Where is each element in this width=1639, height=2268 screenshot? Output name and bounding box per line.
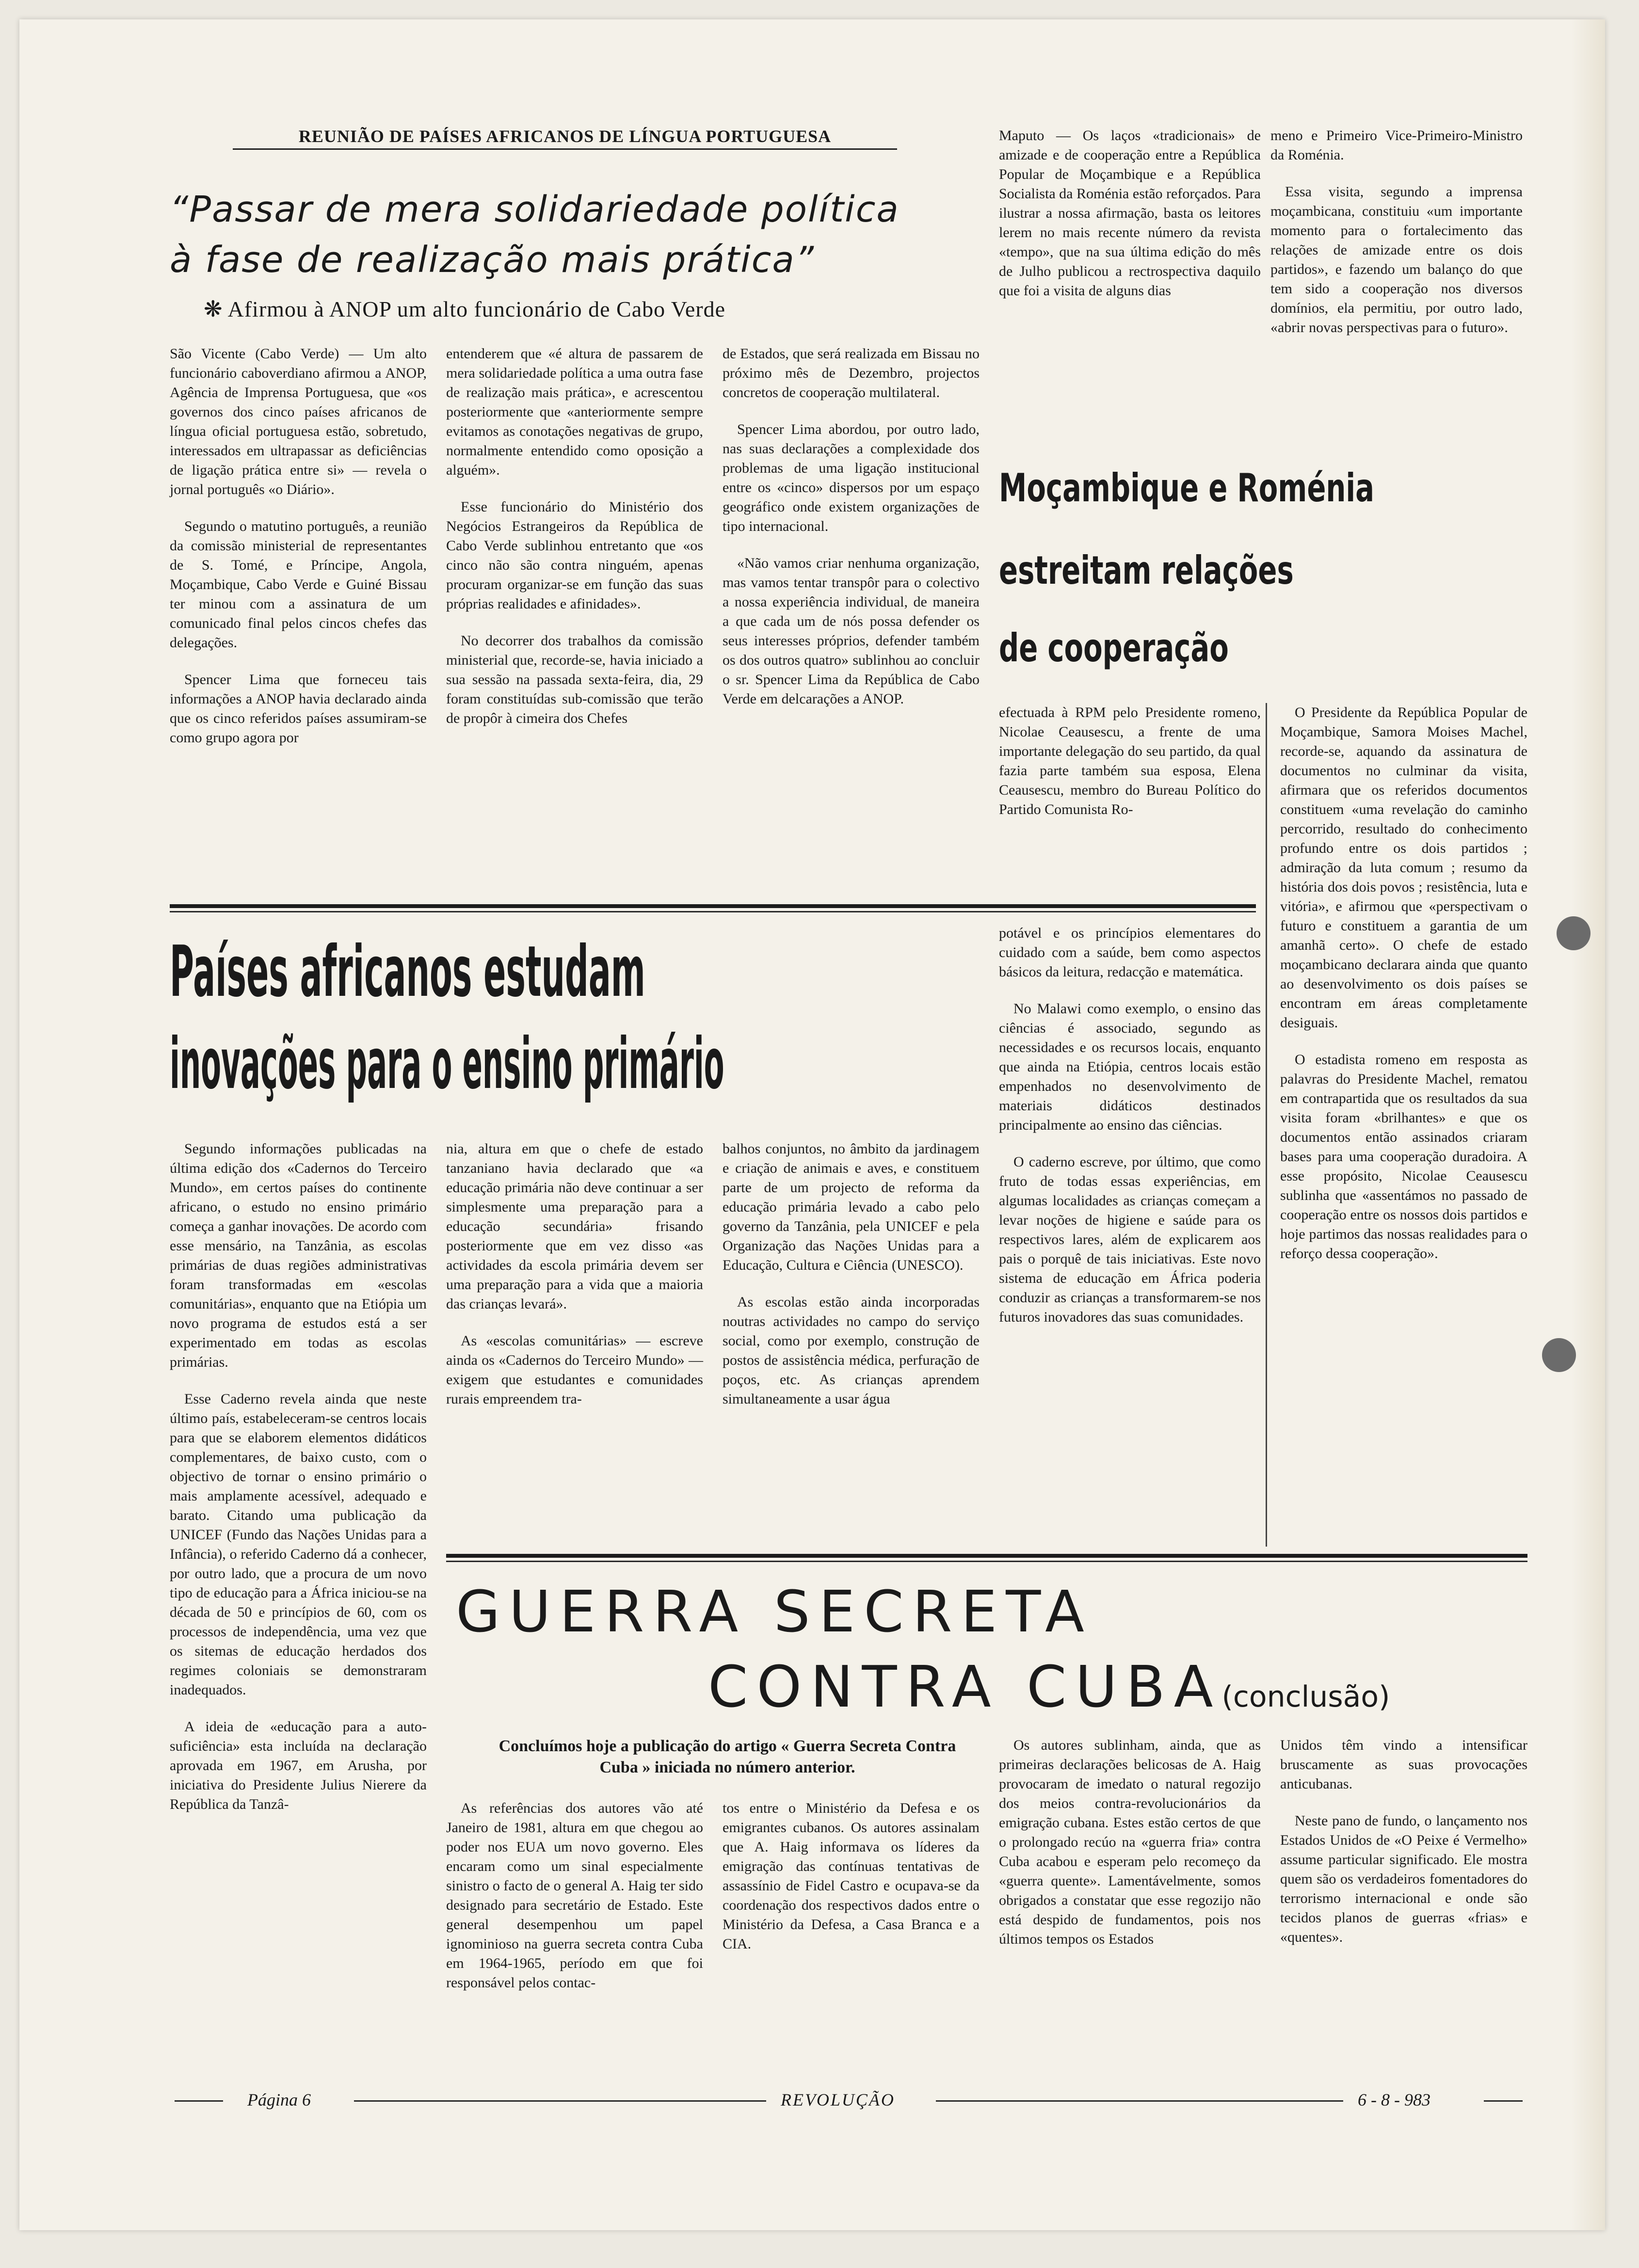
article3-headline-line2: inovações para o ensino primário — [170, 1023, 724, 1105]
article3-col4-p2: No Malawi como exemplo, o ensino das ciências é associado, segundo as necessidades e os recursos locais, enquanto que ainda na Etiópia, centros locais estão empenhados no desenvolvimento de materiais didáticos destinados principalmente ao ensino das ciências. — [999, 1001, 1261, 1133]
article1-col1-p1: São Vicente (Cabo Verde) — Um alto funcionário caboverdiano afirmou a ANOP, Agência de Imprensa Portuguesa, que «os governos dos cinco países africanos de língua oficial portuguesa estão, sobretudo, interessados em ultrapassar as deficiências de ligação prática entre si» — revela o jornal português «o Diário». — [170, 346, 427, 497]
punch-hole — [1542, 1338, 1576, 1372]
article2-col2-p1: meno e Primeiro Vice-Primeiro-Ministro da Roménia. — [1270, 128, 1523, 163]
article1-headline-line1: “Passar de mera solidariedade política — [170, 189, 900, 230]
article3-col3-p1: balhos conjuntos, no âmbito da jardinagem e criação de animais e aves, e constituem parte de um projecto de reforma da educação primária levado a cabo pelo governo da Tanzânia, pela UNICEF e pela Organização das Nações Unidas para a Educação, Cultura e Ciência (UNESCO). — [723, 1141, 980, 1273]
article3-col1-p1: Segundo informações publicadas na última edição dos «Cadernos do Terceiro Mundo», em certos países do continente africano, o estudo no ensino primário começa a ganhar inovações. De acordo com esse mensário, na Tanzânia, as escolas primárias de duas regiões administrativas foram transformadas em «escolas comunitárias», enquanto que na Etiópia um novo programa de estudos está a ser experimentado em todas as escolas primárias. — [170, 1141, 427, 1370]
article3-col3-p2: As escolas estão ainda incorporadas noutras actividades no campo do serviço social, como por exemplo, construção de postos de assistência médica, perfuração de poços, etc. As crianças aprendem simultaneamente a usar água — [723, 1294, 980, 1407]
footer-rule — [1484, 2100, 1523, 2102]
article1-col2-p2: Esse funcionário do Ministério dos Negócios Estrangeiros da República de Cabo Verde sublinhou entretanto que «os cinco não são contra ninguém, apenas procuram organizar-se em função das suas próprias realidades e afinidades». — [446, 499, 703, 612]
article4-intro: Concluímos hoje a publicação do artigo « Guerra Secreta Contra Cuba » iniciada no número anterior. — [498, 1737, 956, 1776]
column-rule — [1266, 703, 1267, 1547]
section-divider — [170, 911, 1256, 912]
article3-col2 — [446, 1139, 703, 1426]
footer-page-label: Página 6 — [247, 2090, 311, 2109]
article1-col2-p3: No decorrer dos trabalhos da comissão ministerial que, recorde-se, havia iniciado a sua sessão na passada sexta-feira, dia, 29 foram constituídas sub-comissão que terão de propôr à cimeira dos Chefes — [446, 633, 703, 726]
section-divider — [446, 1561, 1527, 1562]
article4-headline-suffix: (conclusão) — [1221, 1680, 1390, 1714]
article3-col2-p1: nia, altura em que o chefe de estado tanzaniano havia declarado que «a educação primária não deve continuar a ser simplesmente uma preparação para a educação secundária» frisando posteriormente que em vez disso «as actividades da escola primária devem ser uma preparação para a vida que a maioria das crianças levará». — [446, 1141, 703, 1312]
article3-col1 — [170, 1139, 427, 1832]
article3-headline-line1: Países africanos estudam — [170, 931, 645, 1013]
article4-col3 — [999, 1736, 1261, 1966]
article1-kicker: REUNIÃO DE PAÍSES AFRICANOS DE LÍNGUA PORTUGUESA — [233, 126, 897, 150]
footer-rule — [175, 2100, 223, 2102]
article3-col1-p3: A ideia de «educação para a auto-suficiência» esta incluída na declaração aprovada em 1967, em Arusha, por iniciativa do Presidente Julius Nierere da República da Tanzâ- — [170, 1719, 427, 1812]
article2-col3 — [999, 703, 1261, 837]
article2-col1-p1: Maputo — Os laços «tradicionais» de amizade e de cooperação entre a República Popular de Moçambique e a República Socialista da Roménia estão reforçados. Para ilustrar a nossa afirmação, basta os leitores lerem no mais recente número da revista «tempo», que na sua última edição do mês de Julho publicou a rectrospectiva daquilo que foi a visita de alguns dias — [999, 128, 1261, 299]
article3-col4-p1: potável e os princípios elementares do cuidado com a saúde, bem como aspectos básicos da leitura, redacção e matemática. — [999, 925, 1261, 980]
article2-col1 — [999, 126, 1261, 318]
article3-col3 — [723, 1139, 980, 1426]
article1-col2-p1: entenderem que «é altura de passarem de mera solidariedade política a uma outra fase de realização mais prática», e acrescentou posteriormente que «anteriormente sempre evitamos as conotações negativas de grupo, normalmente entendido como oposição a alguém». — [446, 346, 703, 478]
section-divider — [446, 1554, 1527, 1558]
article1-subhead: ❋ Afirmou à ANOP um alto funcionário de Cabo Verde — [204, 297, 726, 321]
footer-date: 6 - 8 - 983 — [1358, 2090, 1430, 2109]
footer-rule — [936, 2100, 1343, 2102]
article1-col3-p1: de Estados, que será realizada em Bissau no próximo mês de Dezembro, projectos concretos de cooperação multilateral. — [723, 346, 980, 400]
article3-col1-p2: Esse Caderno revela ainda que neste último país, estabeleceram-se centros locais para que se elaborem elementos didáticos complementares, de baixo custo, com o objectivo de tornar o ensino primário o mais amplamente acessível, adequado e barato. Citando uma publicação da UNICEF (Fundo das Nações Unidas para a Infância), o referido Caderno dá a conhecer, por outro lado, que a procura de um novo tipo de educação para a África iniciou-se na década de 50 e princípios de 60, com os processos de independência, uma vez que os sitemas de educação herdados dos regimes coloniais se demonstraram inadequados. — [170, 1391, 427, 1698]
article3-col4 — [999, 924, 1261, 1344]
article4-headline-line2: CONTRA CUBA — [708, 1653, 1222, 1720]
article4-col1 — [446, 1799, 703, 2010]
article1-col3 — [723, 344, 980, 726]
article2-headline-line3: de cooperação — [999, 625, 1229, 671]
article4-col2 — [723, 1799, 980, 1971]
article1-col3-p2: Spencer Lima abordou, por outro lado, nas suas declarações a complexidade dos problemas de uma ligação institucional entre os «cinco» dispersos por um espaço geográfico onde existem organizações de tipo internacional. — [723, 421, 980, 534]
article4-col4-p1: Unidos têm vindo a intensificar bruscamente as suas provocações anticubanas. — [1280, 1737, 1527, 1792]
article1-col2 — [446, 344, 703, 746]
article4-col4 — [1280, 1736, 1527, 1965]
article2-headline-line2: estreitam relações — [999, 548, 1294, 593]
punch-hole — [1557, 916, 1591, 950]
article4-col2-p1: tos entre o Ministério da Defesa e os emigrantes cubanos. Os autores assinalam que A. Haig informava os líderes da emigração das contínuas tentativas de assassínio de Fidel Castro e ocupava-se da coordenação dos respectivos dados entre o Ministério da Defesa, a Casa Branca e a CIA. — [723, 1800, 980, 1952]
article2-col4-p1: O Presidente da República Popular de Moçambique, Samora Moises Machel, recorde-se, aquando da assinatura de documentos no culminar da visita, afirmara que os referidos documentos constituem «uma revelação do caminho percorrido, resultado do conhecimento profundo entre os dois partidos ; admiração da luta comum ; resumo da história dos dois povos ; resistência, luta e vitória», e afirmou que «perspectivam o futuro e constituem a garantia de um amanhã certo». O chefe de estado moçambicano declarara ainda que quanto ao desenvolvimento os dois países se encontram em áreas completamente desiguais. — [1280, 704, 1527, 1031]
article4-headline-line1: GUERRA SECRETA — [456, 1578, 1093, 1645]
article1-col1-p3: Spencer Lima que forneceu tais informações a ANOP havia declarado ainda que os cinco referidos países assumiram-se como grupo agora por — [170, 671, 427, 746]
article1-col1-p2: Segundo o matutino português, a reunião da comissão ministerial de representantes de S. Tomé, e Príncipe, Angola, Moçambique, Cabo Verde e Guiné Bissau ter minou com a assinatura de um comunicado final pelos cincos chefes das delegações. — [170, 518, 427, 651]
section-divider — [170, 904, 1256, 908]
article2-col4-p2: O estadista romeno em resposta as palavras do Presidente Machel, rematou em contrapartida que os resultados da sua visita foram «brilhantes» e que os documentos então assinados criaram bases para uma cooperação duradoira. A esse propósito, Nicolae Ceausescu sublinha que «assentámos no passado de cooperação entre os nossos dois partidos e hoje partimos das nossas realidades para o reforço dessa cooperação». — [1280, 1052, 1527, 1262]
article1-col1 — [170, 344, 427, 765]
article1-col3-p3: «Não vamos criar nenhuma organização, mas vamos tentar transpôr para o colectivo a nossa experiência individual, de maneira a que cada um de nós possa defender os seus interesses próprios, defender também os dos outros quatro» sublinhou ao concluir o sr. Spencer Lima da República de Cabo Verde em delcarações a ANOP. — [723, 555, 980, 707]
article3-col2-p2: As «escolas comunitárias» — escreve ainda os «Cadernos do Terceiro Mundo» — exigem que estudantes e comunidades rurais empreendem tra- — [446, 1333, 703, 1407]
article1-headline-line2: à fase de realização mais prática” — [170, 239, 815, 281]
article3-col4-p3: O caderno escreve, por último, que como fruto de todas essas experiências, em algumas localidades as crianças começam a levar noções de higiene e saúde para os respectivos lares, além de explicarem aos pais o porquê de tais iniciativas. Este novo sistema de educação em África poderia conduzir as crianças a transformarem-se nos futuros inovadores das suas comunidades. — [999, 1154, 1261, 1325]
footer-newspaper: REVOLUÇÃO — [781, 2090, 895, 2109]
footer-rule — [354, 2100, 766, 2102]
article2-col3-p1: efectuada à RPM pelo Presidente romeno, Nicolae Ceausescu, a frente de uma importante delegação do seu partido, da qual fazia parte também sua esposa, Elena Ceausescu, membro do Bureau Político do Partido Comunista Ro- — [999, 704, 1261, 817]
page-edge — [1571, 19, 1605, 2230]
article2-col2-p2: Essa visita, segundo a imprensa moçambicana, constituiu «um importante momento para o fortalecimento das relações de amizade entre os dois partidos», e fazendo um balanço do que tem sido a cooperação nos diversos domínios, ela permitiu, por outro lado, «abrir novas perspectivas para o futuro». — [1270, 184, 1523, 335]
article4-col3-p1: Os autores sublinham, ainda, que as primeiras declarações belicosas de A. Haig provocaram de imedato o natural regozijo dos meios contra-revolucionários da emigração cubana. Estes estão certos de que o prolongado recúo na «guerra fria» contra Cuba acabou e esperam pelo recomeço da «guerra quente». Lamentávelmente, somos obrigados a constatar que esse regozijo não está despido de fundamentos, pois nos últimos tempos os Estados — [999, 1737, 1261, 1947]
article2-col2 — [1270, 126, 1523, 355]
article4-col1-p1: As referências dos autores vão até Janeiro de 1981, altura em que chegou ao poder nos EUA um novo governo. Eles encaram como um sinal especialmente sinistro o facto de o general A. Haig ter sido designado para secretário de Estado. Este general desempenhou um papel ignominioso na guerra secreta contra Cuba em 1964-1965, período em que foi responsável pelos contac- — [446, 1800, 703, 1991]
article4-col4-p2: Neste pano de fundo, o lançamento nos Estados Unidos de «O Peixe é Vermelho» assume particular significado. Ele mostra quem são os verdadeiros fomentadores do terrorismo internacional e onde são tecidos planos de guerras «frias» e «quentes». — [1280, 1813, 1527, 1945]
article2-headline-line1: Moçambique e Roménia — [999, 465, 1374, 511]
article4-headline-line2-wrap — [708, 1653, 1390, 1720]
article2-col4 — [1280, 703, 1527, 1281]
